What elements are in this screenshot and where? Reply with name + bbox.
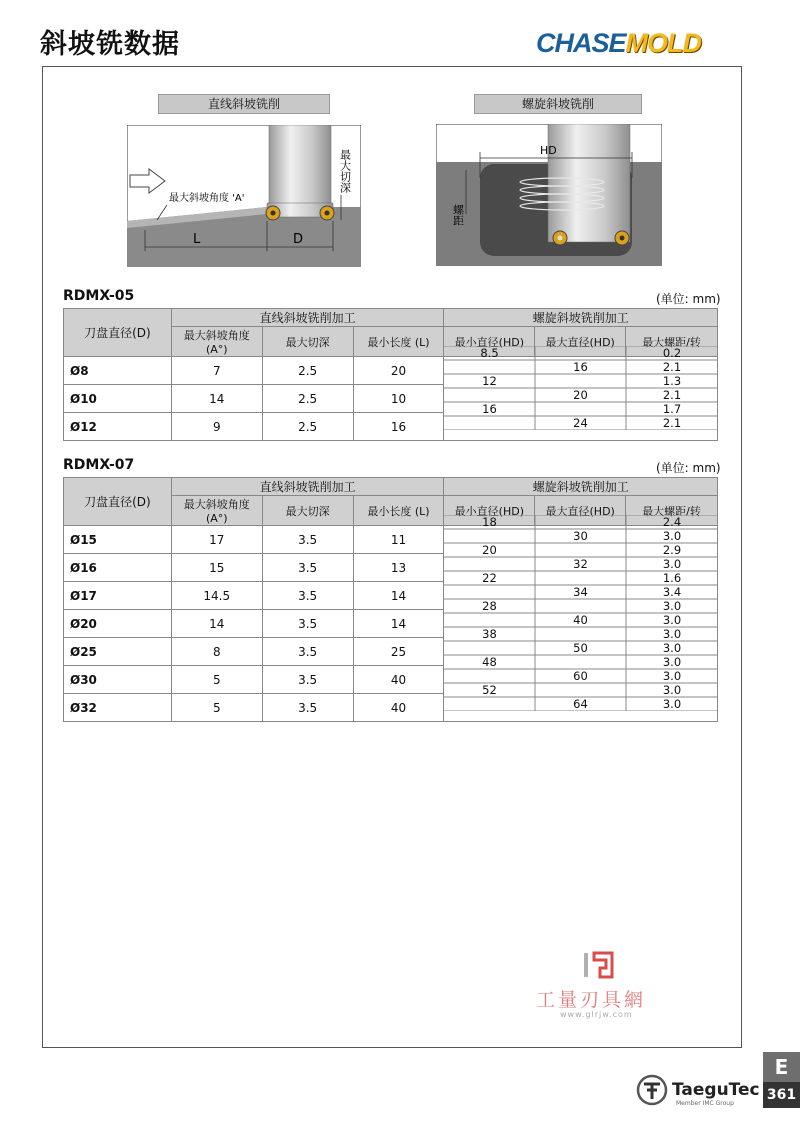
ramp-angle-label: 最大斜坡角度 'A' bbox=[169, 193, 245, 204]
pitch-label: 螺距 bbox=[451, 204, 465, 226]
col-header-min-length: 最小长度 (L) bbox=[353, 327, 444, 357]
angle-cell: 14 bbox=[171, 385, 262, 413]
length-cell: 16 bbox=[353, 413, 444, 441]
taegutec-logo-icon bbox=[636, 1074, 668, 1106]
helix-max-hd: 20 bbox=[573, 388, 588, 402]
hd-label: HD bbox=[540, 144, 557, 157]
brand-logo bbox=[536, 28, 701, 59]
helix-pitch: 3.0 bbox=[662, 697, 682, 711]
col-header-max-depth: 最大切深 bbox=[262, 327, 353, 357]
helix-pitch: 0.2 bbox=[662, 346, 682, 360]
helical-ramp-caption: 螺旋斜坡铣削 bbox=[474, 94, 642, 114]
diameter-cell: Ø16 bbox=[64, 554, 172, 582]
diameter-cell: Ø25 bbox=[64, 638, 172, 666]
helix-pitch: 3.0 bbox=[662, 599, 682, 613]
helix-pitch: 2.1 bbox=[662, 416, 682, 430]
col-header-max-pitch: 最大螺距/转 bbox=[626, 496, 718, 526]
col-header-max-pitch: 最大螺距/转 bbox=[626, 327, 718, 357]
helix-pitch: 3.0 bbox=[662, 529, 682, 543]
col-header-diameter: 刀盘直径(D) bbox=[64, 478, 172, 526]
depth-cell: 3.5 bbox=[262, 582, 353, 610]
helix-max-hd: 32 bbox=[573, 557, 588, 571]
page-title: 斜坡铣数据 bbox=[40, 29, 180, 60]
diameter-cell: Ø10 bbox=[64, 385, 172, 413]
length-cell: 40 bbox=[353, 694, 444, 722]
col-header-min-hd: 最小直径(HD) bbox=[444, 327, 535, 357]
helix-pitch: 3.0 bbox=[662, 641, 682, 655]
col-header-min-hd: 最小直径(HD) bbox=[444, 496, 535, 526]
helix-min-hd: 48 bbox=[482, 655, 497, 669]
length-cell: 20 bbox=[353, 357, 444, 385]
diameter-cell: Ø30 bbox=[64, 666, 172, 694]
helix-max-hd: 24 bbox=[573, 416, 588, 430]
angle-cell: 8 bbox=[171, 638, 262, 666]
footer-brand: TaeguTec bbox=[672, 1080, 760, 1100]
diameter-cell: Ø15 bbox=[64, 526, 172, 554]
helix-pitch: 2.9 bbox=[662, 543, 682, 557]
depth-cell: 2.5 bbox=[262, 413, 353, 441]
unit-label-rdmx-07: (单位: mm) bbox=[656, 461, 721, 475]
helical-values-rdmx-07 bbox=[444, 515, 718, 711]
depth-cell: 3.5 bbox=[262, 666, 353, 694]
angle-cell: 17 bbox=[171, 526, 262, 554]
helix-max-hd: 60 bbox=[573, 669, 588, 683]
helix-max-hd: 50 bbox=[573, 641, 588, 655]
angle-cell: 5 bbox=[171, 694, 262, 722]
helix-pitch: 2.1 bbox=[662, 388, 682, 402]
model-title-rdmx-07: RDMX-07 bbox=[63, 457, 135, 473]
length-cell: 14 bbox=[353, 610, 444, 638]
helix-pitch: 3.0 bbox=[662, 683, 682, 697]
helix-min-hd: 28 bbox=[482, 599, 497, 613]
angle-cell: 5 bbox=[171, 666, 262, 694]
helix-max-hd: 30 bbox=[573, 529, 588, 543]
helix-max-hd: 16 bbox=[573, 360, 588, 374]
depth-cell: 3.5 bbox=[262, 610, 353, 638]
watermark-url: www.glrjw.com bbox=[560, 1010, 633, 1019]
depth-cell: 2.5 bbox=[262, 357, 353, 385]
col-header-max-hd: 最大直径(HD) bbox=[535, 327, 626, 357]
col-group-helical: 螺旋斜坡铣削加工 bbox=[444, 478, 718, 496]
diameter-d-label: D bbox=[293, 232, 304, 247]
depth-cell: 3.5 bbox=[262, 526, 353, 554]
helix-pitch: 3.0 bbox=[662, 613, 682, 627]
length-cell: 40 bbox=[353, 666, 444, 694]
depth-cell: 2.5 bbox=[262, 385, 353, 413]
diameter-cell: Ø12 bbox=[64, 413, 172, 441]
col-group-helical: 螺旋斜坡铣削加工 bbox=[444, 309, 718, 327]
col-group-linear: 直线斜坡铣削加工 bbox=[171, 478, 444, 496]
helix-pitch: 1.6 bbox=[662, 571, 682, 585]
linear-ramp-caption: 直线斜坡铣削 bbox=[158, 94, 330, 114]
diameter-cell: Ø32 bbox=[64, 694, 172, 722]
col-header-diameter: 刀盘直径(D) bbox=[64, 309, 172, 357]
col-header-max-depth: 最大切深 bbox=[262, 496, 353, 526]
brand-logo-part1: CHASE bbox=[536, 28, 626, 58]
depth-cell: 3.5 bbox=[262, 554, 353, 582]
helix-pitch: 2.1 bbox=[662, 360, 682, 374]
helix-pitch: 3.4 bbox=[662, 585, 682, 599]
angle-cell: 9 bbox=[171, 413, 262, 441]
helix-pitch: 1.7 bbox=[662, 402, 682, 416]
angle-cell: 15 bbox=[171, 554, 262, 582]
col-header-max-angle: 最大斜坡角度 (A°) bbox=[171, 496, 262, 526]
diameter-cell: Ø20 bbox=[64, 610, 172, 638]
watermark-text: 工量刃具網 bbox=[536, 989, 647, 1011]
helix-max-hd: 40 bbox=[573, 613, 588, 627]
length-cell: 14 bbox=[353, 582, 444, 610]
col-group-linear: 直线斜坡铣削加工 bbox=[171, 309, 444, 327]
helix-min-hd: 12 bbox=[482, 374, 497, 388]
min-length-l-label: L bbox=[193, 232, 201, 247]
helix-min-hd: 8.5 bbox=[480, 346, 499, 360]
helix-max-hd: 64 bbox=[573, 697, 588, 711]
length-cell: 25 bbox=[353, 638, 444, 666]
length-cell: 13 bbox=[353, 554, 444, 582]
angle-cell: 7 bbox=[171, 357, 262, 385]
page-number: 361 bbox=[763, 1082, 800, 1108]
helix-min-hd: 52 bbox=[482, 683, 497, 697]
depth-cell: 3.5 bbox=[262, 638, 353, 666]
length-cell: 10 bbox=[353, 385, 444, 413]
col-header-max-hd: 最大直径(HD) bbox=[535, 496, 626, 526]
helix-min-hd: 16 bbox=[482, 402, 497, 416]
length-cell: 11 bbox=[353, 526, 444, 554]
model-title-rdmx-05: RDMX-05 bbox=[63, 288, 135, 304]
diameter-cell: Ø17 bbox=[64, 582, 172, 610]
angle-cell: 14 bbox=[171, 610, 262, 638]
helix-pitch: 3.0 bbox=[662, 669, 682, 683]
watermark-logo-icon bbox=[580, 950, 620, 980]
linear-ramp-diagram bbox=[127, 125, 361, 267]
max-depth-label: 最大切深 bbox=[338, 149, 352, 193]
helix-max-hd: 34 bbox=[573, 585, 588, 599]
helical-ramp-diagram bbox=[436, 124, 662, 266]
brand-logo-part2: MOLD bbox=[625, 28, 701, 58]
helix-min-hd: 38 bbox=[482, 627, 497, 641]
unit-label-rdmx-05: (单位: mm) bbox=[656, 292, 721, 306]
col-header-min-length: 最小长度 (L) bbox=[353, 496, 444, 526]
helix-pitch: 3.0 bbox=[662, 655, 682, 669]
depth-cell: 3.5 bbox=[262, 694, 353, 722]
helix-pitch: 2.4 bbox=[662, 515, 682, 529]
helix-min-hd: 22 bbox=[482, 571, 497, 585]
col-header-max-angle: 最大斜坡角度 (A°) bbox=[171, 327, 262, 357]
angle-cell: 14.5 bbox=[171, 582, 262, 610]
helix-min-hd: 18 bbox=[482, 515, 497, 529]
diameter-cell: Ø8 bbox=[64, 357, 172, 385]
helix-pitch: 3.0 bbox=[662, 557, 682, 571]
helix-pitch: 3.0 bbox=[662, 627, 682, 641]
footer-brand-sub: Member IMC Group bbox=[676, 1100, 734, 1107]
helix-pitch: 1.3 bbox=[662, 374, 682, 388]
helical-values-rdmx-05 bbox=[444, 346, 718, 430]
section-tab-letter: E bbox=[763, 1052, 800, 1082]
helix-min-hd: 20 bbox=[482, 543, 497, 557]
